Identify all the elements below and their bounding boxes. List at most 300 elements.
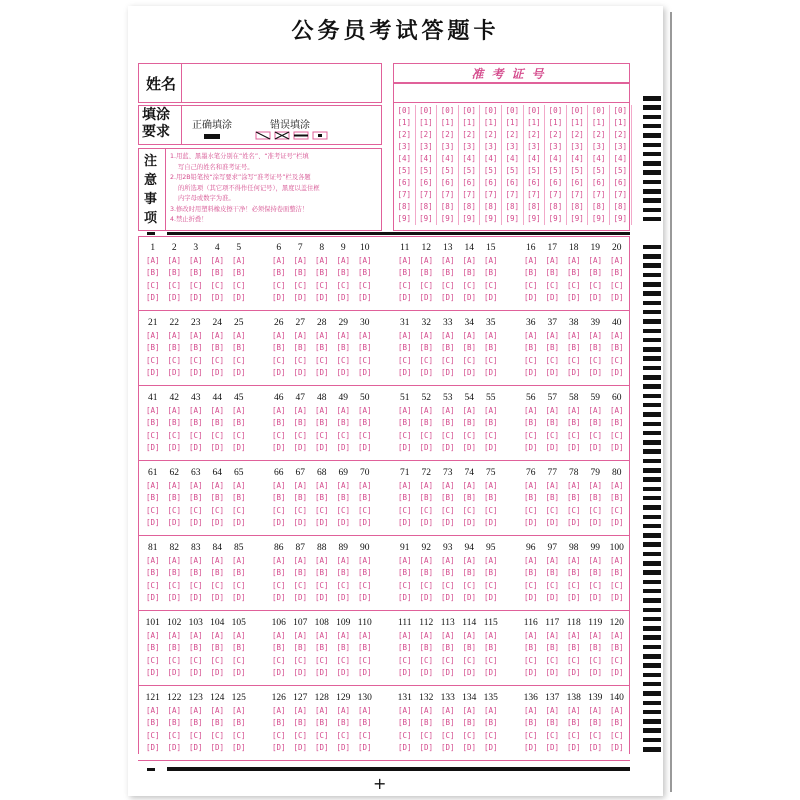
- id-digit-bubble[interactable]: [7]: [570, 190, 584, 199]
- option-bubble[interactable]: [B]: [188, 643, 203, 653]
- option-bubble[interactable]: [C]: [440, 655, 455, 665]
- option-bubble[interactable]: [C]: [609, 280, 624, 290]
- id-digit-bubble[interactable]: [6]: [505, 178, 520, 187]
- option-bubble[interactable]: [D]: [609, 592, 624, 602]
- option-bubble[interactable]: [A]: [609, 256, 624, 265]
- option-bubble[interactable]: [B]: [314, 643, 329, 653]
- option-bubble[interactable]: [C]: [357, 280, 372, 290]
- id-digit-bubble[interactable]: [6]: [462, 178, 476, 187]
- option-bubble[interactable]: [D]: [588, 742, 603, 752]
- id-digit-bubble[interactable]: [2]: [419, 130, 433, 139]
- id-digit-bubble[interactable]: [8]: [613, 202, 627, 211]
- option-bubble[interactable]: [D]: [314, 367, 329, 377]
- option-bubble[interactable]: [C]: [210, 580, 225, 590]
- option-bubble[interactable]: [B]: [231, 643, 246, 653]
- option-bubble[interactable]: [A]: [357, 481, 372, 490]
- option-bubble[interactable]: [B]: [397, 718, 412, 728]
- option-bubble[interactable]: [C]: [357, 505, 372, 515]
- option-bubble[interactable]: [B]: [357, 643, 372, 653]
- option-bubble[interactable]: [B]: [566, 718, 581, 728]
- option-bubble[interactable]: [B]: [609, 493, 624, 503]
- option-bubble[interactable]: [C]: [545, 655, 560, 665]
- option-bubble[interactable]: [A]: [293, 706, 308, 715]
- option-bubble[interactable]: [A]: [293, 481, 308, 490]
- option-bubble[interactable]: [C]: [419, 505, 434, 515]
- option-bubble[interactable]: [D]: [271, 742, 286, 752]
- option-bubble[interactable]: [B]: [545, 568, 560, 578]
- option-bubble[interactable]: [C]: [397, 730, 412, 740]
- option-bubble[interactable]: [A]: [271, 256, 286, 265]
- option-bubble[interactable]: [B]: [462, 418, 477, 428]
- option-bubble[interactable]: [D]: [271, 367, 286, 377]
- option-bubble[interactable]: [A]: [357, 556, 372, 565]
- option-bubble[interactable]: [C]: [357, 730, 372, 740]
- option-bubble[interactable]: [D]: [566, 292, 581, 302]
- option-bubble[interactable]: [D]: [336, 442, 351, 452]
- option-bubble[interactable]: [A]: [588, 631, 603, 640]
- option-bubble[interactable]: [D]: [188, 667, 203, 677]
- option-bubble[interactable]: [A]: [336, 406, 351, 415]
- option-bubble[interactable]: [B]: [336, 718, 351, 728]
- id-digit-bubble[interactable]: [0]: [483, 106, 498, 115]
- option-bubble[interactable]: [D]: [188, 442, 203, 452]
- option-bubble[interactable]: [A]: [210, 706, 225, 715]
- option-bubble[interactable]: [D]: [440, 517, 455, 527]
- option-bubble[interactable]: [B]: [336, 268, 351, 278]
- id-digit-bubble[interactable]: [9]: [483, 214, 498, 223]
- option-bubble[interactable]: [B]: [293, 718, 308, 728]
- option-bubble[interactable]: [B]: [545, 643, 560, 653]
- option-bubble[interactable]: [D]: [231, 367, 246, 377]
- option-bubble[interactable]: [D]: [210, 442, 225, 452]
- option-bubble[interactable]: [C]: [336, 580, 351, 590]
- option-bubble[interactable]: [C]: [566, 505, 581, 515]
- option-bubble[interactable]: [B]: [483, 418, 498, 428]
- option-bubble[interactable]: [A]: [293, 406, 308, 415]
- option-bubble[interactable]: [C]: [483, 280, 498, 290]
- id-digit-bubble[interactable]: [9]: [505, 214, 520, 223]
- option-bubble[interactable]: [B]: [609, 343, 624, 353]
- option-bubble[interactable]: [B]: [462, 643, 477, 653]
- option-bubble[interactable]: [A]: [566, 556, 581, 565]
- option-bubble[interactable]: [B]: [440, 568, 455, 578]
- id-digit-bubble[interactable]: [5]: [527, 166, 541, 175]
- id-digit-bubble[interactable]: [1]: [440, 118, 455, 127]
- option-bubble[interactable]: [B]: [314, 568, 329, 578]
- option-bubble[interactable]: [A]: [397, 331, 412, 340]
- option-bubble[interactable]: [A]: [397, 631, 412, 640]
- id-digit-bubble[interactable]: [8]: [462, 202, 476, 211]
- option-bubble[interactable]: [A]: [188, 256, 203, 265]
- option-bubble[interactable]: [C]: [293, 355, 308, 365]
- id-digit-bubble[interactable]: [1]: [483, 118, 498, 127]
- option-bubble[interactable]: [D]: [271, 292, 286, 302]
- option-bubble[interactable]: [A]: [210, 556, 225, 565]
- option-bubble[interactable]: [C]: [167, 505, 182, 515]
- option-bubble[interactable]: [D]: [462, 667, 477, 677]
- option-bubble[interactable]: [D]: [419, 517, 434, 527]
- option-bubble[interactable]: [A]: [462, 631, 477, 640]
- option-bubble[interactable]: [A]: [293, 556, 308, 565]
- option-bubble[interactable]: [B]: [462, 568, 477, 578]
- id-digit-bubble[interactable]: [4]: [440, 154, 455, 163]
- option-bubble[interactable]: [C]: [462, 355, 477, 365]
- option-bubble[interactable]: [A]: [523, 706, 538, 715]
- option-bubble[interactable]: [C]: [231, 655, 246, 665]
- id-digit-bubble[interactable]: [2]: [527, 130, 541, 139]
- option-bubble[interactable]: [D]: [357, 292, 372, 302]
- option-bubble[interactable]: [A]: [231, 706, 246, 715]
- option-bubble[interactable]: [B]: [336, 418, 351, 428]
- option-bubble[interactable]: [A]: [336, 706, 351, 715]
- id-digit-bubble[interactable]: [5]: [397, 166, 412, 175]
- id-digit-bubble[interactable]: [5]: [440, 166, 455, 175]
- option-bubble[interactable]: [C]: [188, 355, 203, 365]
- option-bubble[interactable]: [C]: [210, 280, 225, 290]
- option-bubble[interactable]: [A]: [397, 706, 412, 715]
- option-bubble[interactable]: [D]: [357, 517, 372, 527]
- option-bubble[interactable]: [A]: [588, 256, 603, 265]
- option-bubble[interactable]: [D]: [483, 592, 498, 602]
- option-bubble[interactable]: [C]: [271, 355, 286, 365]
- id-digit-bubble[interactable]: [8]: [548, 202, 563, 211]
- option-bubble[interactable]: [D]: [167, 517, 182, 527]
- option-bubble[interactable]: [C]: [419, 655, 434, 665]
- id-digit-bubble[interactable]: [0]: [505, 106, 520, 115]
- option-bubble[interactable]: [D]: [357, 742, 372, 752]
- option-bubble[interactable]: [B]: [210, 418, 225, 428]
- option-bubble[interactable]: [B]: [397, 643, 412, 653]
- id-digit-bubble[interactable]: [7]: [419, 190, 433, 199]
- id-digit-bubble[interactable]: [4]: [527, 154, 541, 163]
- option-bubble[interactable]: [A]: [609, 406, 624, 415]
- option-bubble[interactable]: [C]: [188, 280, 203, 290]
- id-digit-bubble[interactable]: [1]: [613, 118, 627, 127]
- id-digit-bubble[interactable]: [9]: [397, 214, 412, 223]
- option-bubble[interactable]: [D]: [545, 517, 560, 527]
- id-digit-bubble[interactable]: [2]: [483, 130, 498, 139]
- id-digit-bubble[interactable]: [2]: [505, 130, 520, 139]
- option-bubble[interactable]: [A]: [145, 556, 160, 565]
- option-bubble[interactable]: [B]: [314, 418, 329, 428]
- option-bubble[interactable]: [D]: [523, 292, 538, 302]
- option-bubble[interactable]: [D]: [566, 517, 581, 527]
- option-bubble[interactable]: [C]: [397, 430, 412, 440]
- id-digit-bubble[interactable]: [4]: [483, 154, 498, 163]
- option-bubble[interactable]: [B]: [483, 493, 498, 503]
- option-bubble[interactable]: [A]: [231, 406, 246, 415]
- option-bubble[interactable]: [B]: [231, 718, 246, 728]
- option-bubble[interactable]: [C]: [145, 505, 160, 515]
- option-bubble[interactable]: [A]: [336, 481, 351, 490]
- option-bubble[interactable]: [A]: [609, 706, 624, 715]
- option-bubble[interactable]: [A]: [145, 406, 160, 415]
- option-bubble[interactable]: [B]: [440, 343, 455, 353]
- id-digit-bubble[interactable]: [1]: [570, 118, 584, 127]
- id-digit-bubble[interactable]: [6]: [527, 178, 541, 187]
- id-digit-bubble[interactable]: [1]: [462, 118, 476, 127]
- id-digit-bubble[interactable]: [3]: [440, 142, 455, 151]
- option-bubble[interactable]: [C]: [336, 430, 351, 440]
- option-bubble[interactable]: [D]: [483, 367, 498, 377]
- id-digit-bubble[interactable]: [5]: [591, 166, 606, 175]
- option-bubble[interactable]: [C]: [231, 580, 246, 590]
- option-bubble[interactable]: [A]: [523, 256, 538, 265]
- option-bubble[interactable]: [C]: [397, 355, 412, 365]
- option-bubble[interactable]: [D]: [293, 367, 308, 377]
- option-bubble[interactable]: [A]: [483, 481, 498, 490]
- option-bubble[interactable]: [C]: [210, 430, 225, 440]
- option-bubble[interactable]: [B]: [483, 268, 498, 278]
- id-digit-bubble[interactable]: [6]: [591, 178, 606, 187]
- option-bubble[interactable]: [A]: [566, 406, 581, 415]
- option-bubble[interactable]: [D]: [462, 592, 477, 602]
- option-bubble[interactable]: [A]: [188, 706, 203, 715]
- option-bubble[interactable]: [A]: [336, 331, 351, 340]
- option-bubble[interactable]: [C]: [314, 280, 329, 290]
- option-bubble[interactable]: [D]: [545, 592, 560, 602]
- option-bubble[interactable]: [A]: [293, 256, 308, 265]
- option-bubble[interactable]: [D]: [566, 442, 581, 452]
- option-bubble[interactable]: [D]: [483, 667, 498, 677]
- option-bubble[interactable]: [D]: [462, 442, 477, 452]
- option-bubble[interactable]: [D]: [231, 592, 246, 602]
- option-bubble[interactable]: [C]: [210, 355, 225, 365]
- option-bubble[interactable]: [D]: [440, 442, 455, 452]
- option-bubble[interactable]: [A]: [397, 556, 412, 565]
- option-bubble[interactable]: [A]: [462, 406, 477, 415]
- option-bubble[interactable]: [B]: [483, 643, 498, 653]
- option-bubble[interactable]: [A]: [397, 406, 412, 415]
- option-bubble[interactable]: [C]: [210, 505, 225, 515]
- id-digit-bubble[interactable]: [0]: [440, 106, 455, 115]
- id-digit-bubble[interactable]: [7]: [527, 190, 541, 199]
- option-bubble[interactable]: [D]: [231, 292, 246, 302]
- option-bubble[interactable]: [A]: [397, 256, 412, 265]
- option-bubble[interactable]: [C]: [357, 580, 372, 590]
- option-bubble[interactable]: [A]: [167, 556, 182, 565]
- option-bubble[interactable]: [C]: [231, 430, 246, 440]
- option-bubble[interactable]: [A]: [314, 556, 329, 565]
- option-bubble[interactable]: [D]: [397, 442, 412, 452]
- option-bubble[interactable]: [B]: [419, 418, 434, 428]
- option-bubble[interactable]: [B]: [145, 343, 160, 353]
- option-bubble[interactable]: [D]: [566, 592, 581, 602]
- option-bubble[interactable]: [D]: [483, 442, 498, 452]
- option-bubble[interactable]: [A]: [357, 706, 372, 715]
- option-bubble[interactable]: [A]: [210, 481, 225, 490]
- option-bubble[interactable]: [B]: [462, 718, 477, 728]
- option-bubble[interactable]: [C]: [419, 430, 434, 440]
- option-bubble[interactable]: [A]: [314, 481, 329, 490]
- option-bubble[interactable]: [C]: [314, 655, 329, 665]
- id-digit-bubble[interactable]: [3]: [483, 142, 498, 151]
- id-digit-bubble[interactable]: [6]: [397, 178, 412, 187]
- option-bubble[interactable]: [D]: [609, 517, 624, 527]
- option-bubble[interactable]: [A]: [462, 331, 477, 340]
- option-bubble[interactable]: [A]: [271, 556, 286, 565]
- option-bubble[interactable]: [A]: [545, 256, 560, 265]
- option-bubble[interactable]: [A]: [483, 706, 498, 715]
- option-bubble[interactable]: [D]: [145, 367, 160, 377]
- option-bubble[interactable]: [C]: [523, 280, 538, 290]
- option-bubble[interactable]: [B]: [357, 568, 372, 578]
- option-bubble[interactable]: [B]: [440, 268, 455, 278]
- id-digit-bubble[interactable]: [4]: [505, 154, 520, 163]
- id-digit-bubble[interactable]: [2]: [548, 130, 563, 139]
- option-bubble[interactable]: [C]: [609, 505, 624, 515]
- option-bubble[interactable]: [B]: [336, 568, 351, 578]
- option-bubble[interactable]: [D]: [566, 742, 581, 752]
- option-bubble[interactable]: [D]: [523, 742, 538, 752]
- option-bubble[interactable]: [C]: [188, 730, 203, 740]
- option-bubble[interactable]: [D]: [588, 442, 603, 452]
- option-bubble[interactable]: [D]: [545, 367, 560, 377]
- id-digit-bubble[interactable]: [7]: [462, 190, 476, 199]
- option-bubble[interactable]: [B]: [336, 493, 351, 503]
- option-bubble[interactable]: [A]: [545, 481, 560, 490]
- option-bubble[interactable]: [B]: [357, 493, 372, 503]
- option-bubble[interactable]: [A]: [566, 331, 581, 340]
- option-bubble[interactable]: [A]: [588, 331, 603, 340]
- option-bubble[interactable]: [B]: [609, 418, 624, 428]
- option-bubble[interactable]: [D]: [419, 742, 434, 752]
- option-bubble[interactable]: [C]: [483, 505, 498, 515]
- option-bubble[interactable]: [D]: [167, 742, 182, 752]
- option-bubble[interactable]: [D]: [167, 292, 182, 302]
- option-bubble[interactable]: [A]: [440, 331, 455, 340]
- option-bubble[interactable]: [D]: [523, 517, 538, 527]
- option-bubble[interactable]: [B]: [419, 493, 434, 503]
- id-digit-bubble[interactable]: [3]: [505, 142, 520, 151]
- option-bubble[interactable]: [D]: [357, 367, 372, 377]
- option-bubble[interactable]: [D]: [145, 442, 160, 452]
- option-bubble[interactable]: [D]: [440, 367, 455, 377]
- id-digit-bubble[interactable]: [3]: [591, 142, 606, 151]
- option-bubble[interactable]: [A]: [271, 706, 286, 715]
- option-bubble[interactable]: [A]: [145, 481, 160, 490]
- option-bubble[interactable]: [C]: [419, 280, 434, 290]
- option-bubble[interactable]: [B]: [397, 343, 412, 353]
- id-digit-bubble[interactable]: [2]: [591, 130, 606, 139]
- option-bubble[interactable]: [A]: [145, 631, 160, 640]
- option-bubble[interactable]: [A]: [357, 331, 372, 340]
- option-bubble[interactable]: [C]: [566, 580, 581, 590]
- option-bubble[interactable]: [B]: [462, 493, 477, 503]
- option-bubble[interactable]: [A]: [609, 331, 624, 340]
- option-bubble[interactable]: [A]: [523, 406, 538, 415]
- option-bubble[interactable]: [A]: [566, 706, 581, 715]
- option-bubble[interactable]: [A]: [188, 406, 203, 415]
- option-bubble[interactable]: [B]: [523, 418, 538, 428]
- option-bubble[interactable]: [D]: [145, 292, 160, 302]
- option-bubble[interactable]: [A]: [314, 406, 329, 415]
- option-bubble[interactable]: [D]: [293, 667, 308, 677]
- option-bubble[interactable]: [B]: [440, 718, 455, 728]
- option-bubble[interactable]: [D]: [609, 292, 624, 302]
- option-bubble[interactable]: [B]: [336, 643, 351, 653]
- option-bubble[interactable]: [D]: [483, 742, 498, 752]
- id-digit-bubble[interactable]: [3]: [570, 142, 584, 151]
- option-bubble[interactable]: [B]: [483, 343, 498, 353]
- option-bubble[interactable]: [C]: [566, 355, 581, 365]
- option-bubble[interactable]: [A]: [440, 631, 455, 640]
- option-bubble[interactable]: [A]: [167, 256, 182, 265]
- option-bubble[interactable]: [D]: [145, 742, 160, 752]
- option-bubble[interactable]: [D]: [483, 517, 498, 527]
- option-bubble[interactable]: [B]: [210, 343, 225, 353]
- option-bubble[interactable]: [C]: [314, 430, 329, 440]
- id-digit-bubble[interactable]: [5]: [548, 166, 563, 175]
- option-bubble[interactable]: [C]: [440, 280, 455, 290]
- option-bubble[interactable]: [D]: [419, 292, 434, 302]
- option-bubble[interactable]: [B]: [483, 718, 498, 728]
- option-bubble[interactable]: [C]: [210, 730, 225, 740]
- option-bubble[interactable]: [B]: [588, 493, 603, 503]
- option-bubble[interactable]: [D]: [336, 667, 351, 677]
- option-bubble[interactable]: [B]: [609, 718, 624, 728]
- id-digit-bubble[interactable]: [5]: [483, 166, 498, 175]
- id-digit-bubble[interactable]: [2]: [397, 130, 412, 139]
- option-bubble[interactable]: [D]: [293, 442, 308, 452]
- id-digit-bubble[interactable]: [0]: [397, 106, 412, 115]
- option-bubble[interactable]: [C]: [336, 505, 351, 515]
- option-bubble[interactable]: [D]: [167, 367, 182, 377]
- option-bubble[interactable]: [A]: [566, 256, 581, 265]
- option-bubble[interactable]: [C]: [545, 355, 560, 365]
- option-bubble[interactable]: [B]: [588, 568, 603, 578]
- option-bubble[interactable]: [B]: [293, 643, 308, 653]
- option-bubble[interactable]: [C]: [462, 280, 477, 290]
- option-bubble[interactable]: [B]: [271, 568, 286, 578]
- option-bubble[interactable]: [A]: [419, 556, 434, 565]
- option-bubble[interactable]: [D]: [314, 442, 329, 452]
- id-digit-bubble[interactable]: [1]: [527, 118, 541, 127]
- option-bubble[interactable]: [A]: [440, 406, 455, 415]
- option-bubble[interactable]: [C]: [609, 655, 624, 665]
- option-bubble[interactable]: [A]: [188, 481, 203, 490]
- option-bubble[interactable]: [C]: [397, 505, 412, 515]
- option-bubble[interactable]: [B]: [609, 268, 624, 278]
- option-bubble[interactable]: [B]: [566, 568, 581, 578]
- option-bubble[interactable]: [B]: [462, 343, 477, 353]
- option-bubble[interactable]: [D]: [271, 442, 286, 452]
- option-bubble[interactable]: [B]: [167, 268, 182, 278]
- id-digit-bubble[interactable]: [3]: [613, 142, 627, 151]
- option-bubble[interactable]: [A]: [314, 331, 329, 340]
- option-bubble[interactable]: [A]: [483, 256, 498, 265]
- option-bubble[interactable]: [B]: [357, 418, 372, 428]
- option-bubble[interactable]: [D]: [419, 667, 434, 677]
- option-bubble[interactable]: [C]: [462, 505, 477, 515]
- option-bubble[interactable]: [C]: [271, 505, 286, 515]
- option-bubble[interactable]: [C]: [314, 505, 329, 515]
- option-bubble[interactable]: [C]: [231, 730, 246, 740]
- option-bubble[interactable]: [B]: [271, 418, 286, 428]
- option-bubble[interactable]: [C]: [314, 355, 329, 365]
- option-bubble[interactable]: [C]: [588, 730, 603, 740]
- option-bubble[interactable]: [D]: [462, 292, 477, 302]
- option-bubble[interactable]: [C]: [293, 655, 308, 665]
- option-bubble[interactable]: [A]: [523, 481, 538, 490]
- option-bubble[interactable]: [A]: [462, 556, 477, 565]
- id-digit-bubble[interactable]: [9]: [419, 214, 433, 223]
- option-bubble[interactable]: [C]: [523, 430, 538, 440]
- id-digit-bubble[interactable]: [3]: [462, 142, 476, 151]
- id-digit-bubble[interactable]: [7]: [591, 190, 606, 199]
- option-bubble[interactable]: [C]: [167, 280, 182, 290]
- id-digit-bubble[interactable]: [6]: [440, 178, 455, 187]
